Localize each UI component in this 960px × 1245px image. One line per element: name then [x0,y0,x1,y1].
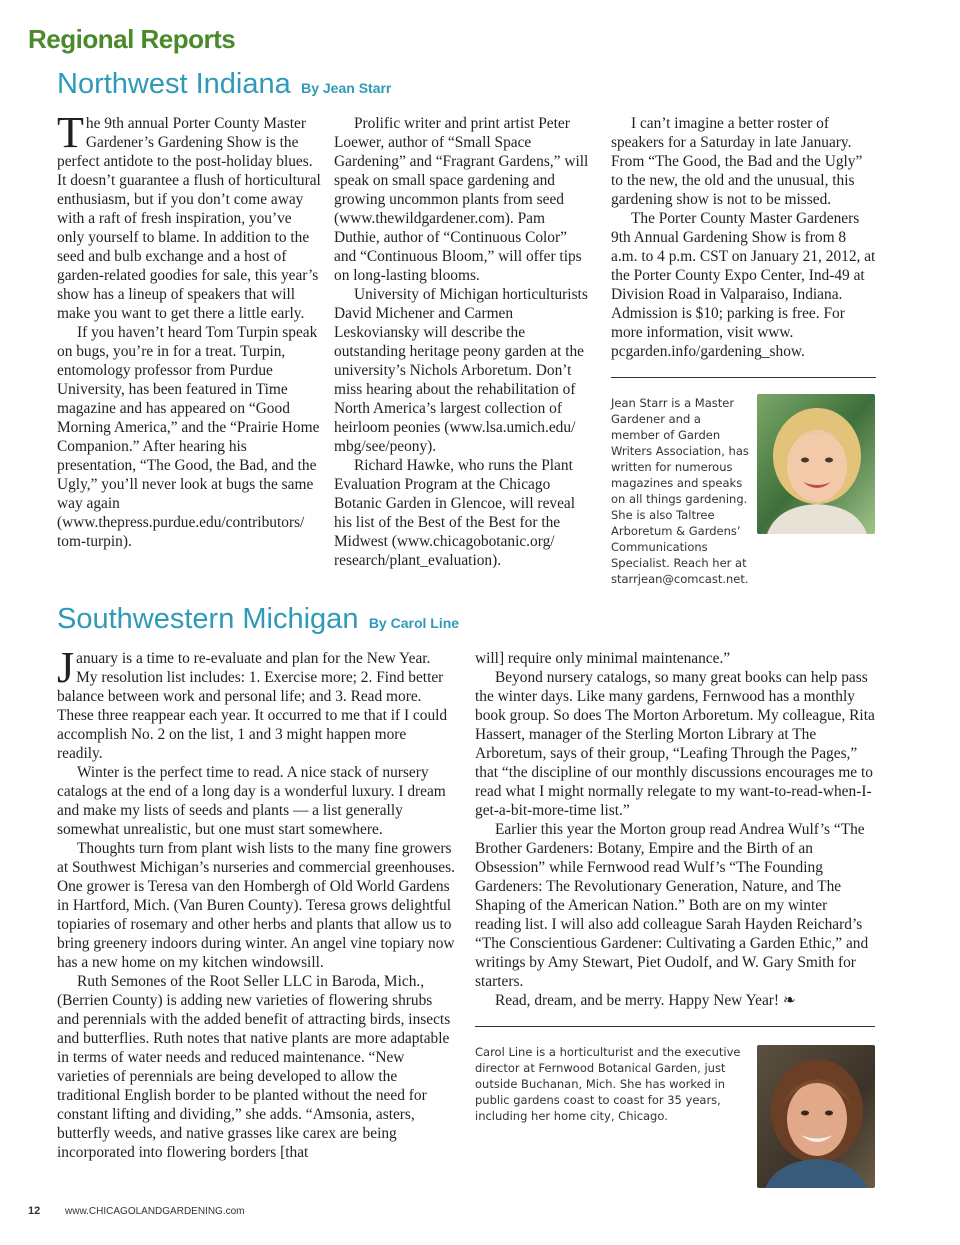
article-paragraph: Richard Hawke, who runs the Plant Evaluation Program at the Chicago Botanic Garden in Glencoe, will reveal his list of the Best of the Best for the Midwest (www.chicagobotanic.org/ research/plant_evaluation). [334,457,576,569]
drop-cap: J [57,643,75,692]
author-bio-jean-starr: Jean Starr is a Master Gardener and a member of Garden Writers Association, has written for numerous magazines and speaks on all things gardening. She is also Taltree Arboretum & Gardens’ Communications Specialist. Reach her at starrjean@comcast.net. [611,396,749,586]
article-paragraph: I can’t imagine a better roster of speakers for a Saturday in late January. From “The Good, the Bad and the Ugly” to the new, the old and the unusual, this gardening show is not to be missed. [611,115,863,208]
bio-divider [611,377,876,378]
article-paragraph: Earlier this year the Morton group read Andrea Wulf’s “The Brother Gardeners: Botany, Empire and the Birth of an Obsession” while Fernwood read Wulf’s “The Founding Gardeners: The Revolutionary Generation, Nature, and The Shaping of the American Nation.” Both are on my winter reading list. I will also add colleague Sarah Hayden Reichard’s “The Conscientious Gardener: Cultivating a Garden Ethic,” and writings by Amy Stewart, Piet Oudolf, and W. Gary Smith for starters. [475,821,869,990]
article-paragraph: Winter is the perfect time to read. A nice stack of nursery catalogs at the end of a long day is a wonderful luxury. I dream and make my lists of seeds and plants — a list generally somewhat unrealistic, but one must start somewhere. [57,764,446,838]
article-paragraph: January is a time to re-evaluate and plan for the New Year. My resolution list includes: 1. Exercise more; 2. Find better balance between work and personal life; and 3. Read more. These three reappear each year. It occurred to me that if I could accomplish No. 2 on the list, 1 and 3 might happen more readily. [57,643,448,762]
article-paragraph: Thoughts turn from plant wish lists to the many fine growers at Southwest Michigan’s nurseries and commercial greenhouses. One grower is Teresa van den Hombergh of Old World Gardens in Hartford, Mich. (Van Buren County). Teresa grows delightful topiaries of rosemary and other herbs and plants that allow us to bring greenery indoors during winter. An angel vine topiary now has a new home on my kitchen windowsill. [57,840,455,971]
northwest-byline: By Jean Starr [301,80,392,96]
northwest-column-3 [611,114,876,361]
southwest-byline: By Carol Line [368,615,460,631]
article-paragraph: Ruth Semones of the Root Seller LLC in Baroda, Mich., (Berrien County) is adding new varieties of flowering shrubs and perennials with the added benefit of attracting birds, insects and butterflies. Ruth notes that native plants are more adaptable in terms of water needs and reduced maintenance. “New varieties of perennials are being developed to allow the traditional English border to be planted without the need for constant lifting and dividing,” she adds. “Amsonia, asters, butterfly weeds, and native grasses like carex are being incorporated into flowering borders [that [57,973,451,1161]
article-paragraph: will] require only minimal maintenance.” [475,650,731,667]
southwest-column-1 [57,643,455,1162]
page-footer [28,1205,245,1217]
section-label: Regional Reports [28,24,236,54]
portrait-image [757,394,875,534]
author-photo-jean-starr [757,394,875,534]
northwest-column-1 [57,108,322,551]
northwest-column-2 [334,114,592,570]
article-paragraph: The Porter County Master Gardeners 9th Annual Gardening Show is from 8 a.m. to 4 p.m. CST on January 21, 2012, at the Porter County Expo Center, Ind-49 at Division Road in Valparaiso, Indiana. Admission is $10; parking is free. For more information, visit www. pcgarden.info/gardening_show. [611,210,876,360]
author-bio-carol-line: Carol Line is a horticulturist and the executive director at Fernwood Botanical Garden, just outside Buchanan, Mich. She has worked in public gardens coast to coast for 35 years, including her home city, Chicago. [475,1045,741,1123]
northwest-heading [57,68,391,101]
page-number: 12 [28,1205,41,1217]
article-paragraph: If you haven’t heard Tom Turpin speak on bugs, you’re in for a treat. Turpin, entomology professor from Purdue University, has been featured in Time magazine and has appeared on “Good Morning America,” and the “Prairie Home Companion.” After hearing his presentation, “The Good, the Bad, and the Ugly,” you’ll never look at bugs the same way again (www.thepress.purdue.edu/contributors/ tom-turpin). [57,324,320,550]
article-paragraph: University of Michigan horticulturists David Michener and Carmen Leskoviansky will describe the outstanding heritage peony garden at the university’s Nichols Arboretum. Don’t miss hearing about the rehabilitation of North America’s largest collection of heirloom peonies (www.lsa.umich.edu/ mbg/see/peony). [334,286,588,455]
southwest-heading [57,603,459,636]
author-photo-carol-line [757,1045,875,1188]
article-paragraph: Prolific writer and print artist Peter Loewer, author of “Small Space Gardening” and “Fragrant Gardens,” will speak on small space gardening and growing uncommon plants from seed (www.thewildgardener.com). Pam Duthie, author of “Continuous Color” and “Continuous Bloom,” will offer tips on long-lasting blooms. [334,115,589,284]
article-paragraph: Beyond nursery catalogs, so many great books can help pass the winter days. Like many gardens, Fernwood has a monthly book group. So does The Morton Arboretum. My colleague, Rita Hassert, manager of the Sterling Morton Library at The Arboretum, says of their group, “Leafing Through the Pages,” that “the discipline of our monthly discussions encourages me to read what I might normally relegate to my want-to-read-when-I-get-a-bit-more-time list.” [475,669,875,819]
southwest-column-2 [475,649,875,1010]
bio-divider [475,1026,875,1027]
portrait-image [757,1045,875,1188]
article-paragraph: Read, dream, and be merry. Happy New Year! ❧ [495,992,796,1009]
drop-cap: T [57,108,84,157]
northwest-title: Northwest Indiana [57,68,291,100]
site-url[interactable]: www.CHICAGOLANDGARDENING.com [65,1206,245,1217]
southwest-title: Southwestern Michigan [57,603,359,635]
article-paragraph: The 9th annual Porter County Master Gardener’s Gardening Show is the perfect antidote to the post-holiday blues. It doesn’t guarantee a flush of horticultural enthusiasm, but if you don’t come away with a raft of fresh inspiration, you’ve only yourself to blame. In addition to the seed and bulb exchange and a host of garden-related goodies for sale, this year’s show has a lineup of speakers that will make you want to get there a little early. [57,108,321,322]
